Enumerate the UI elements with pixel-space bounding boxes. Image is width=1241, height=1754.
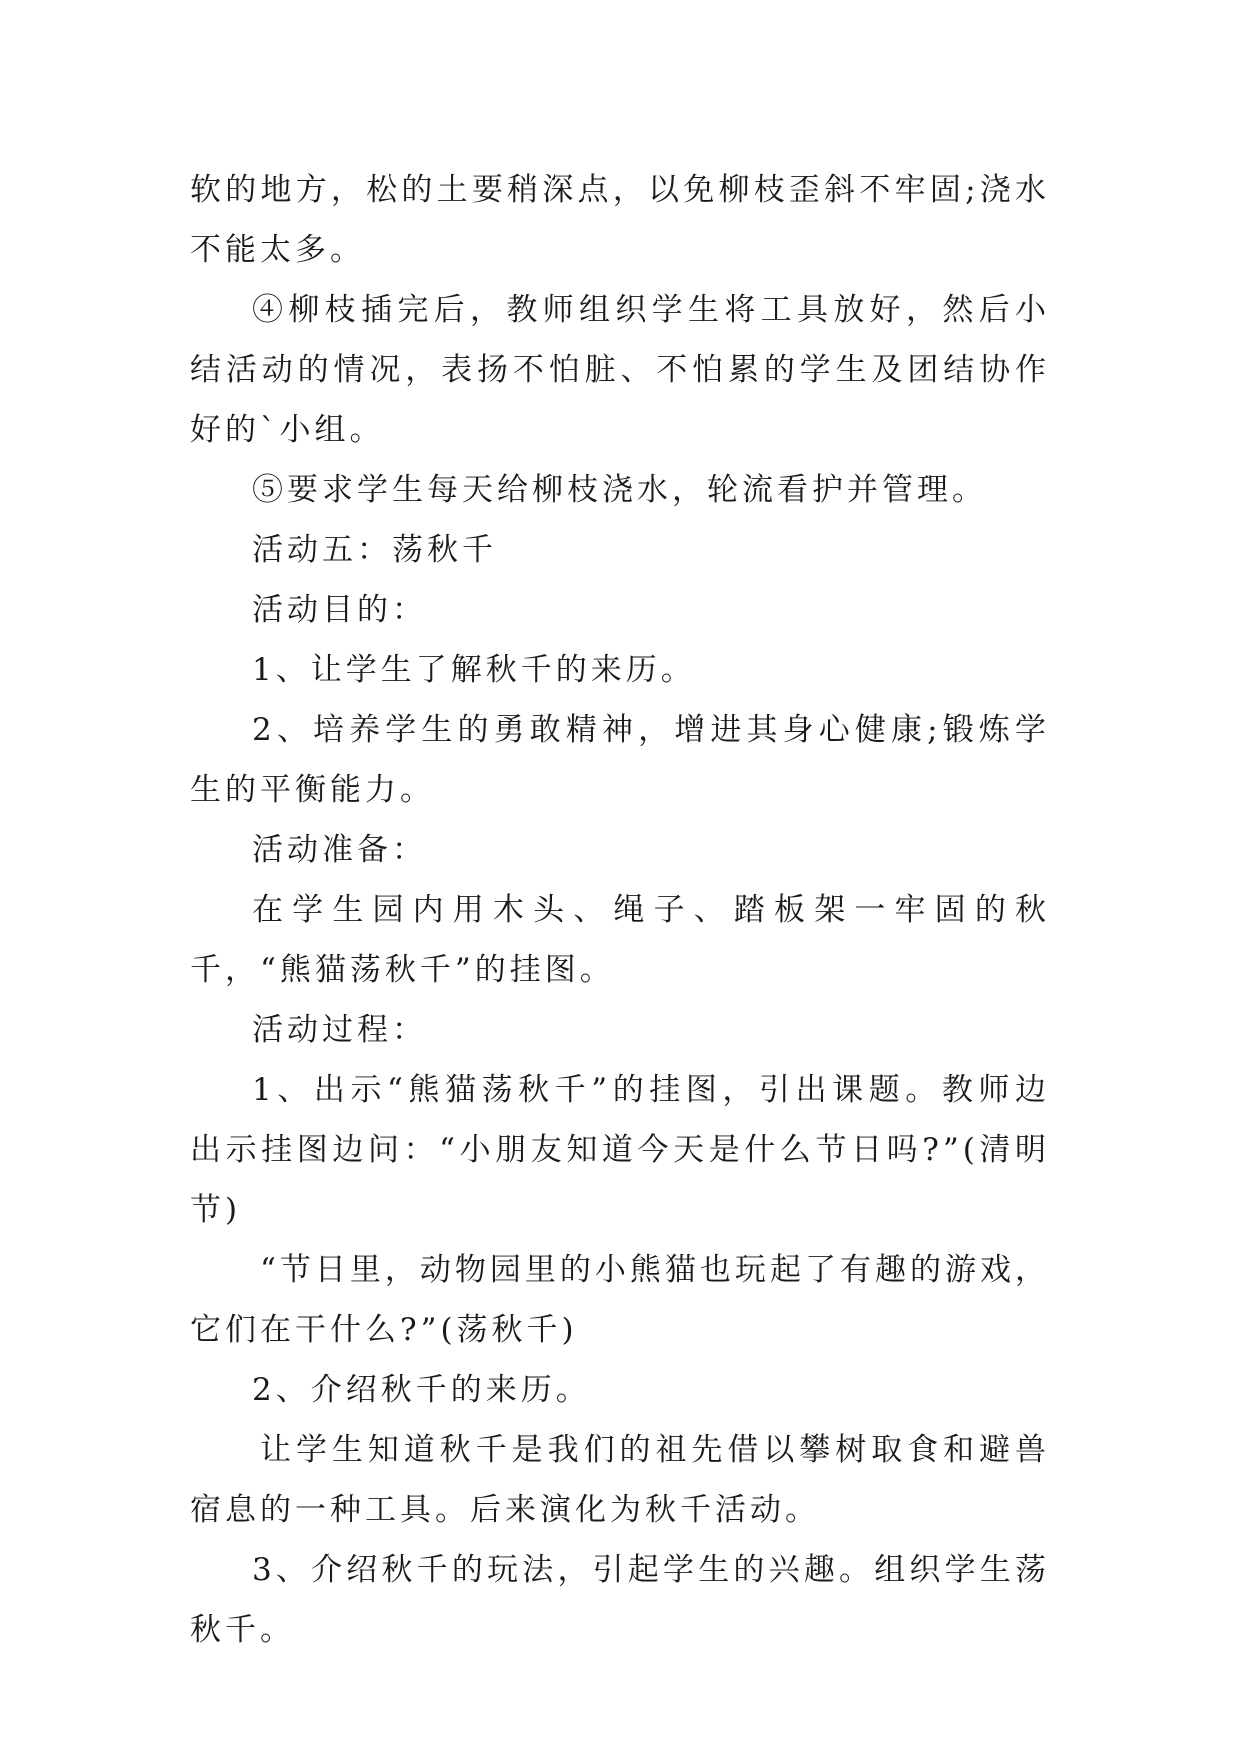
document-body — [190, 160, 1050, 1660]
process-step-3: 3、介绍秋千的玩法，引起学生的兴趣。组织学生荡秋千。 — [190, 1552, 1050, 1648]
activity-five-heading: 活动五：荡秋千 — [252, 532, 497, 568]
process-step-2-detail: 让学生知道秋千是我们的祖先借以攀树取食和避兽宿息的一种工具。后来演化为秋千活动。 — [190, 1432, 1050, 1528]
paragraph-step-5: ⑤要求学生每天给柳枝浇水，轮流看护并管理。 — [252, 472, 987, 508]
process-step-1: 1、出示“熊猫荡秋千”的挂图，引出课题。教师边出示挂图边问：“小朋友知道今天是什么节日吗?”(清明节) — [190, 1072, 1050, 1228]
activity-purpose-heading: 活动目的： — [252, 592, 427, 628]
paragraph-step-4: ④柳枝插完后，教师组织学生将工具放好，然后小结活动的情况，表扬不怕脏、不怕累的学生及团结协作好的`小组。 — [190, 292, 1050, 448]
purpose-item-1: 1、让学生了解秋千的来历。 — [252, 652, 696, 688]
process-step-1-quote: “节日里，动物园里的小熊猫也玩起了有趣的游戏，它们在干什么?”(荡秋千) — [190, 1252, 1050, 1348]
activity-prep-heading: 活动准备： — [252, 832, 427, 868]
process-step-2: 2、介绍秋千的来历。 — [252, 1372, 591, 1408]
activity-process-heading: 活动过程： — [252, 1012, 427, 1048]
paragraph-continuation: 软的地方，松的土要稍深点，以免柳枝歪斜不牢固;浇水不能太多。 — [190, 172, 1050, 268]
purpose-item-2: 2、培养学生的勇敢精神，增进其身心健康;锻炼学生的平衡能力。 — [190, 712, 1050, 808]
activity-prep-text: 在学生园内用木头、绳子、踏板架一牢固的秋千，“熊猫荡秋千”的挂图。 — [190, 892, 1050, 988]
